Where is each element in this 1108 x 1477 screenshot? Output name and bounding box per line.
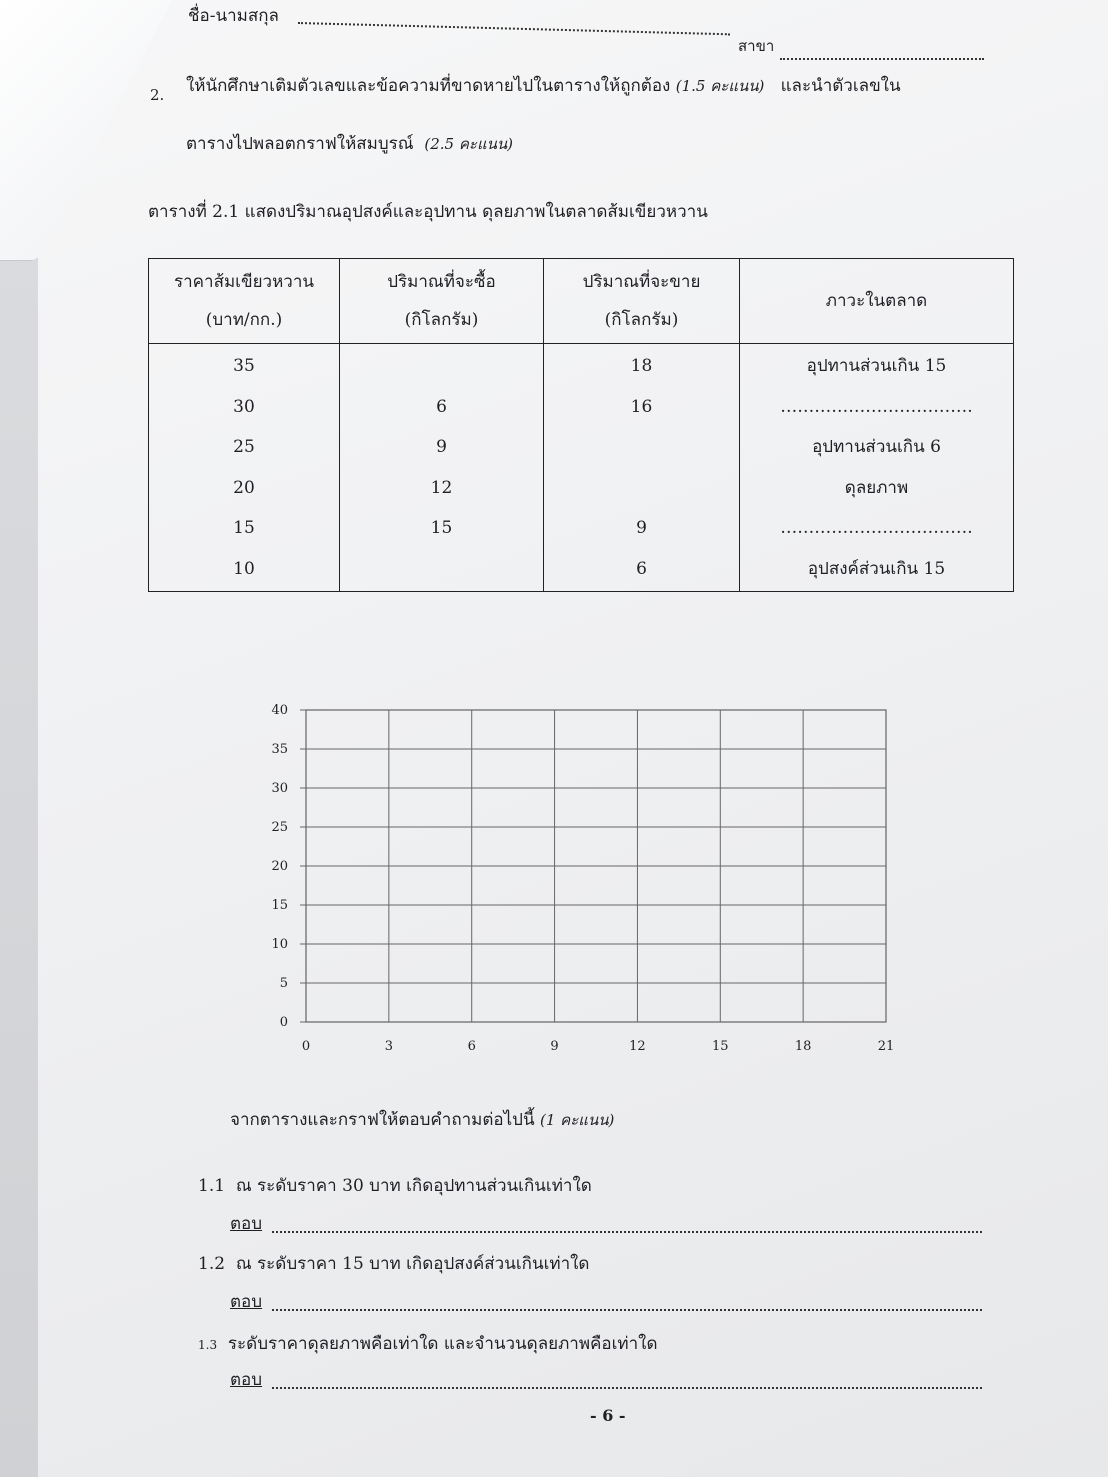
question-number: 2. — [150, 86, 165, 104]
y-tick-label: 10 — [271, 937, 288, 952]
questions-intro: จากตารางและกราฟให้ตอบคำถามต่อไปนี้ (1 คะแนน) — [230, 1110, 615, 1130]
y-tick-label: 0 — [279, 1015, 288, 1030]
status-column: อุปทานส่วนเกิน 15 ……………………………. อุปทานส่วนเกิน 6 ดุลยภาพ ……………………………. อุปสงค์ส่วนเกิน 15 — [740, 344, 1014, 592]
answer-label-1: ตอบ — [230, 1214, 263, 1234]
x-tick-label: 12 — [629, 1039, 646, 1054]
y-tick-label: 15 — [271, 898, 288, 913]
question-line-2: ตารางไปพลอตกราฟให้สมบูรณ์ (2.5 คะแนน) — [186, 134, 513, 154]
price-column: 35 30 25 20 15 10 — [149, 344, 340, 592]
y-tick-label: 5 — [279, 976, 288, 991]
x-tick-label: 18 — [794, 1039, 812, 1054]
x-tick-label: 0 — [301, 1039, 311, 1054]
x-tick-label: 6 — [467, 1039, 476, 1054]
major-label: สาขา — [738, 37, 775, 55]
header-supply: ปริมาณที่จะขาย (กิโลกรัม) — [544, 259, 740, 344]
x-tick-label: 9 — [550, 1039, 559, 1054]
demand-column: 6 9 12 15 — [340, 344, 544, 592]
y-tick-label: 20 — [271, 859, 288, 874]
y-tick-label: 25 — [271, 820, 288, 835]
answer-label-2: ตอบ — [230, 1292, 263, 1312]
supply-column: 18 16 9 6 — [544, 344, 740, 592]
answer-line-3[interactable] — [272, 1387, 982, 1389]
answer-label-3: ตอบ — [230, 1370, 263, 1390]
y-tick-label: 30 — [271, 781, 288, 796]
answer-line-2[interactable] — [272, 1309, 982, 1311]
x-tick-label: 3 — [384, 1039, 393, 1054]
table-header-row — [149, 259, 1014, 344]
question-1-1: 1.1 ณ ระดับราคา 30 บาท เกิดอุปทานส่วนเกินเท่าใด — [198, 1176, 592, 1196]
header-price: ราคาส้มเขียวหวาน (บาท/กก.) — [149, 259, 340, 344]
x-tick-label: 15 — [712, 1039, 729, 1054]
y-tick-label: 35 — [271, 742, 288, 757]
table-body-row — [149, 344, 1014, 592]
x-tick-label: 21 — [877, 1039, 895, 1054]
question-1-2: 1.2 ณ ระดับราคา 15 บาท เกิดอุปสงค์ส่วนเกินเท่าใด — [198, 1254, 590, 1274]
header-demand: ปริมาณที่จะซื้อ (กิโลกรัม) — [340, 259, 544, 344]
market-table — [148, 258, 1014, 592]
question-line-1: ให้นักศึกษาเติมตัวเลขและข้อความที่ขาดหายไปในตารางให้ถูกต้อง (1.5 คะแนน) และนำตัวเลขใน — [186, 76, 901, 96]
page-number: - 6 - — [590, 1406, 626, 1425]
header-status: ภาวะในตลาด — [740, 259, 1014, 344]
blank-graph — [262, 695, 902, 1075]
answer-line-1[interactable] — [272, 1231, 982, 1233]
major-line — [780, 58, 984, 60]
table-caption: ตารางที่ 2.1 แสดงปริมาณอุปสงค์และอุปทาน ดุลยภาพในตลาดส้มเขียวหวาน — [148, 202, 708, 222]
y-tick-label: 40 — [271, 703, 288, 718]
name-label: ชื่อ-นามสกุล — [188, 6, 279, 26]
question-1-3: 1.3 ระดับราคาดุลยภาพคือเท่าใด และจำนวนดุลยภาพคือเท่าใด — [198, 1334, 658, 1354]
